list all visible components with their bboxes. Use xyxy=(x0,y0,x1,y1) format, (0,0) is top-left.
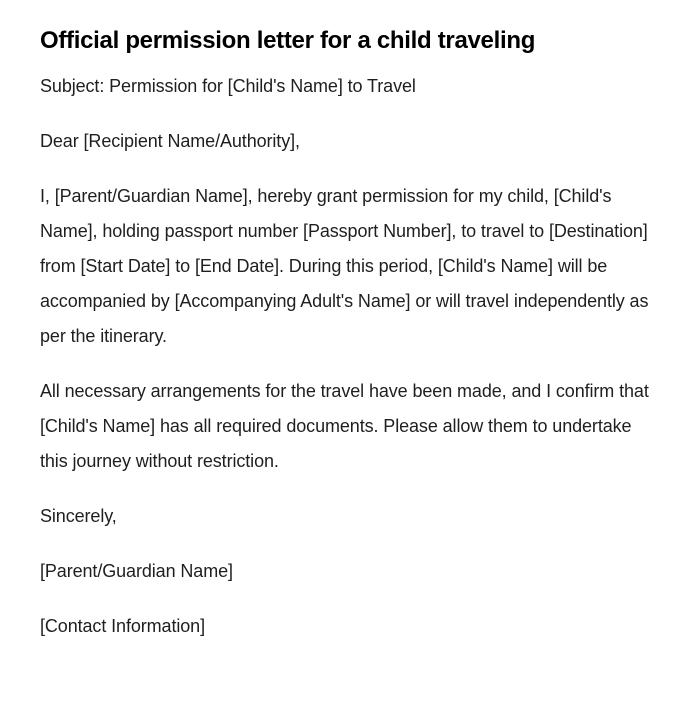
salutation-line: Dear [Recipient Name/Authority], xyxy=(40,131,300,151)
subject-line: Subject: Permission for [Child's Name] to Travel xyxy=(40,76,416,96)
closing-line: Sincerely, xyxy=(40,506,117,526)
body-paragraph-permission: I, [Parent/Guardian Name], hereby grant permission for my child, [Child's Name], holding passport number [Passport Number], to travel to [Destination] from [Start Date] to [End Date]. During this period, [Child's Name] will be accompanied by [Accompanying Adult's Name] or will travel independently as per the itinerary. xyxy=(40,186,649,346)
signature-name-line: [Parent/Guardian Name] xyxy=(40,561,233,581)
contact-information-line: [Contact Information] xyxy=(40,616,205,636)
document-title: Official permission letter for a child traveling xyxy=(40,27,536,54)
body-paragraph-arrangements: All necessary arrangements for the travel have been made, and I confirm that [Child's Name] has all required documents. Please allow them to undertake this journey without restriction. xyxy=(40,381,649,471)
